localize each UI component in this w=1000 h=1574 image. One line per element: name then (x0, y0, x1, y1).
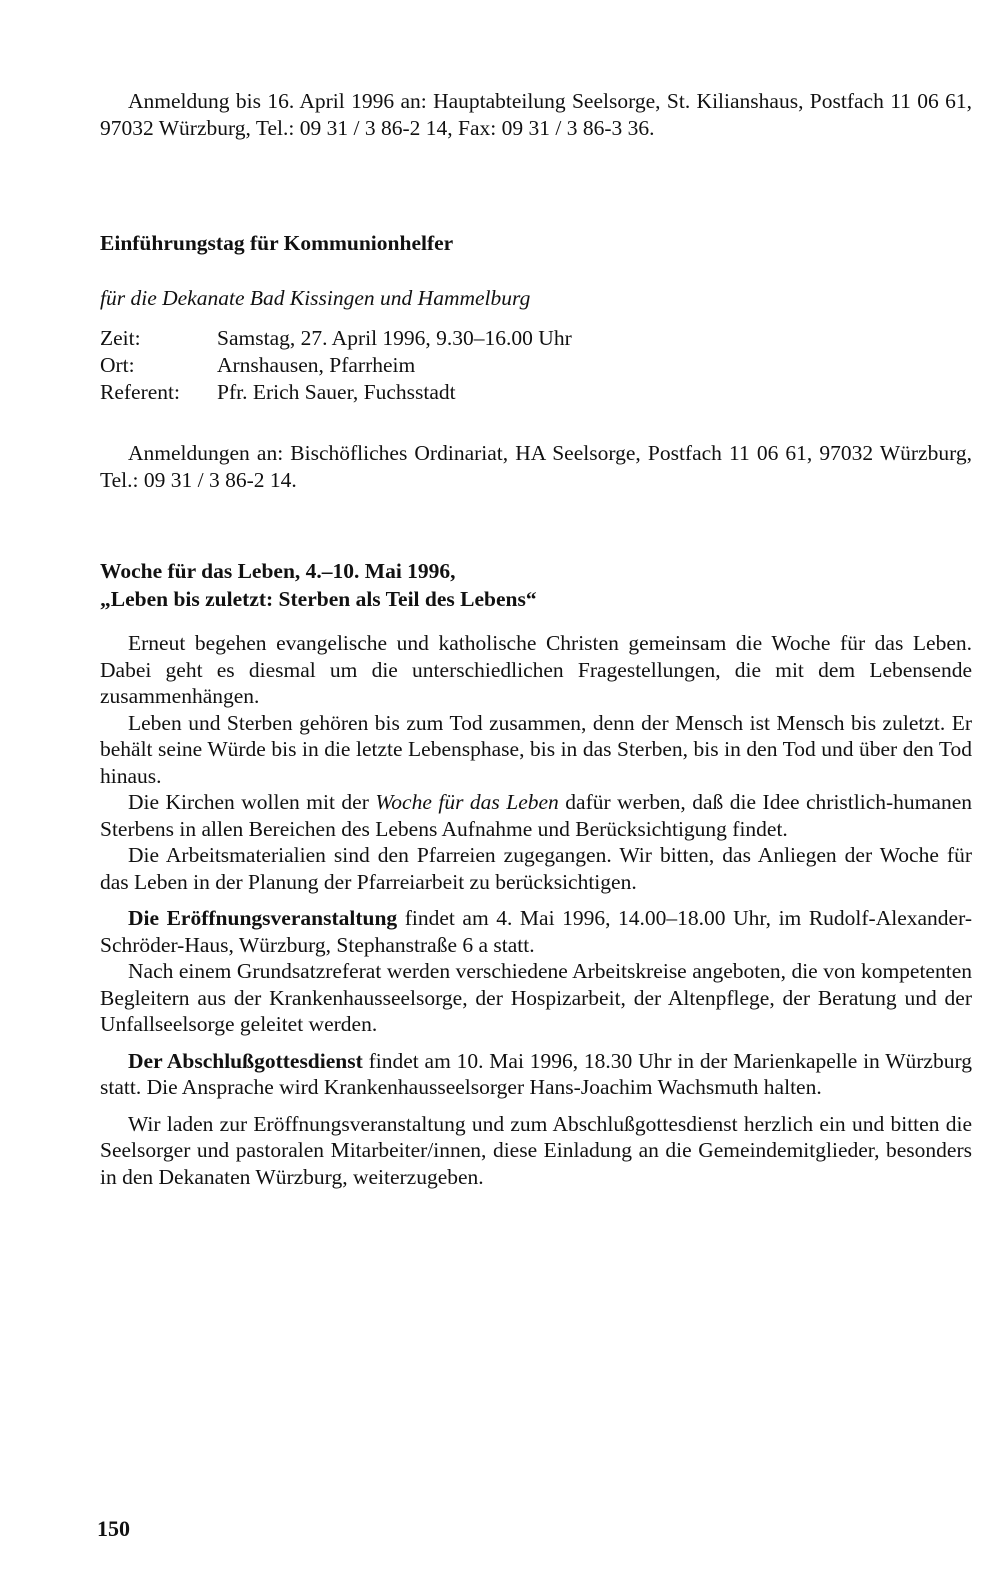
info-value: Arnshausen, Pfarrheim (217, 353, 416, 377)
body-paragraph: Nach einem Grundsatzreferat werden verschiedene Arbeitskreise angeboten, die von kompetenten Begleitern aus der Krankenhausseelsorge, der Hospizarbeit, der Altenpflege, der Beratung und der Unfallseelsorge geleitet werden. (100, 959, 972, 1036)
info-value: Pfr. Erich Sauer, Fuchsstadt (217, 380, 456, 404)
text-run: findet am 10. Mai 1996, 18.30 Uhr in der Marienkapelle in Würzburg statt. Die Ansprache wird Krankenhausseelsorger Hans-Joachim Wachsmuth halten. (100, 1048, 972, 1099)
bold-text: Die Eröffnungsveranstaltung (128, 906, 398, 930)
intro-paragraph: Anmeldung bis 16. April 1996 an: Hauptabteilung Seelsorge, St. Kilianshaus, Postfach 11 06 61, 97032 Würzburg, Tel.: 09 31 / 3 86-2 14, Fax: 09 31 / 3 86-3 36. (100, 89, 972, 140)
section2-heading-line2: „Leben bis zuletzt: Sterben als Teil des Lebens“ (100, 587, 537, 611)
section1-registration-block (100, 440, 972, 493)
info-row-time (100, 325, 972, 352)
intro-paragraph-block (100, 88, 972, 141)
info-label: Zeit: (100, 326, 141, 350)
body-paragraph: Leben und Sterben gehören bis zum Tod zusammen, denn der Mensch ist Mensch bis zuletzt. Er behält seine Würde bis in die letzte Lebensphase, bis in das Sterben, bis in den Tod und über den Tod hinaus. (100, 710, 972, 788)
section1-info-table (100, 325, 972, 406)
body-paragraph (100, 789, 972, 842)
section1-heading: Einführungstag für Kommunionhelfer (100, 231, 454, 255)
registration-paragraph: Anmeldungen an: Bischöfliches Ordinariat, HA Seelsorge, Postfach 11 06 61, 97032 Würzburg, Tel.: 09 31 / 3 86-2 14. (100, 441, 972, 492)
page-number: 150 (97, 1516, 130, 1541)
text-run: findet am 4. Mai 1996, 14.00–18.00 Uhr, im Rudolf-Alexander-Schröder-Haus, Würzburg, Stephanstraße 6 a statt. (100, 906, 972, 957)
section2-heading-line1: Woche für das Leben, 4.–10. Mai 1996, (100, 559, 456, 583)
info-value: Samstag, 27. April 1996, 9.30–16.00 Uhr (217, 326, 572, 350)
info-label: Referent: (100, 380, 180, 404)
section1-heading-block (100, 229, 972, 257)
info-row-place (100, 352, 972, 379)
info-label: Ort: (100, 353, 135, 377)
body-paragraph: Die Arbeitsmaterialien sind den Pfarreien zugegangen. Wir bitten, das Anliegen der Woche für das Leben in der Planung der Pfarreiarbeit zu berücksichtigen. (100, 843, 972, 894)
text-run: Die Kirchen wollen mit der (128, 790, 376, 814)
text-run: dafür werben, daß die Idee christlich-humanen Sterbens in allen Bereichen des Lebens Aufnahme und Berücksichtigung findet. (100, 790, 972, 841)
body-paragraph (100, 905, 972, 958)
body-paragraph: Erneut begehen evangelische und katholische Christen gemeinsam die Woche für das Leben. Dabei geht es diesmal um die unterschiedlichen Fragestellungen, die mit dem Lebensende zusammenhängen. (100, 631, 972, 708)
section1-subtitle: für die Dekanate Bad Kissingen und Hammelburg (100, 286, 531, 310)
section2-heading-block (100, 557, 972, 613)
body-paragraph (100, 1048, 972, 1101)
info-row-speaker (100, 379, 972, 406)
section2-body (100, 630, 972, 1190)
section1-subtitle-block (100, 285, 972, 312)
bold-text: Der Abschlußgottesdienst (128, 1048, 363, 1073)
body-paragraph: Wir laden zur Eröffnungsveranstaltung und zum Abschlußgottesdienst herzlich ein und bitten die Seelsorger und pastoralen Mitarbeiter/innen, diese Einladung an die Gemeindemitglieder, besonders in den Dekanaten Würzburg, weiterzugeben. (100, 1111, 972, 1189)
emphasis-text: Woche für das Leben (375, 790, 559, 814)
